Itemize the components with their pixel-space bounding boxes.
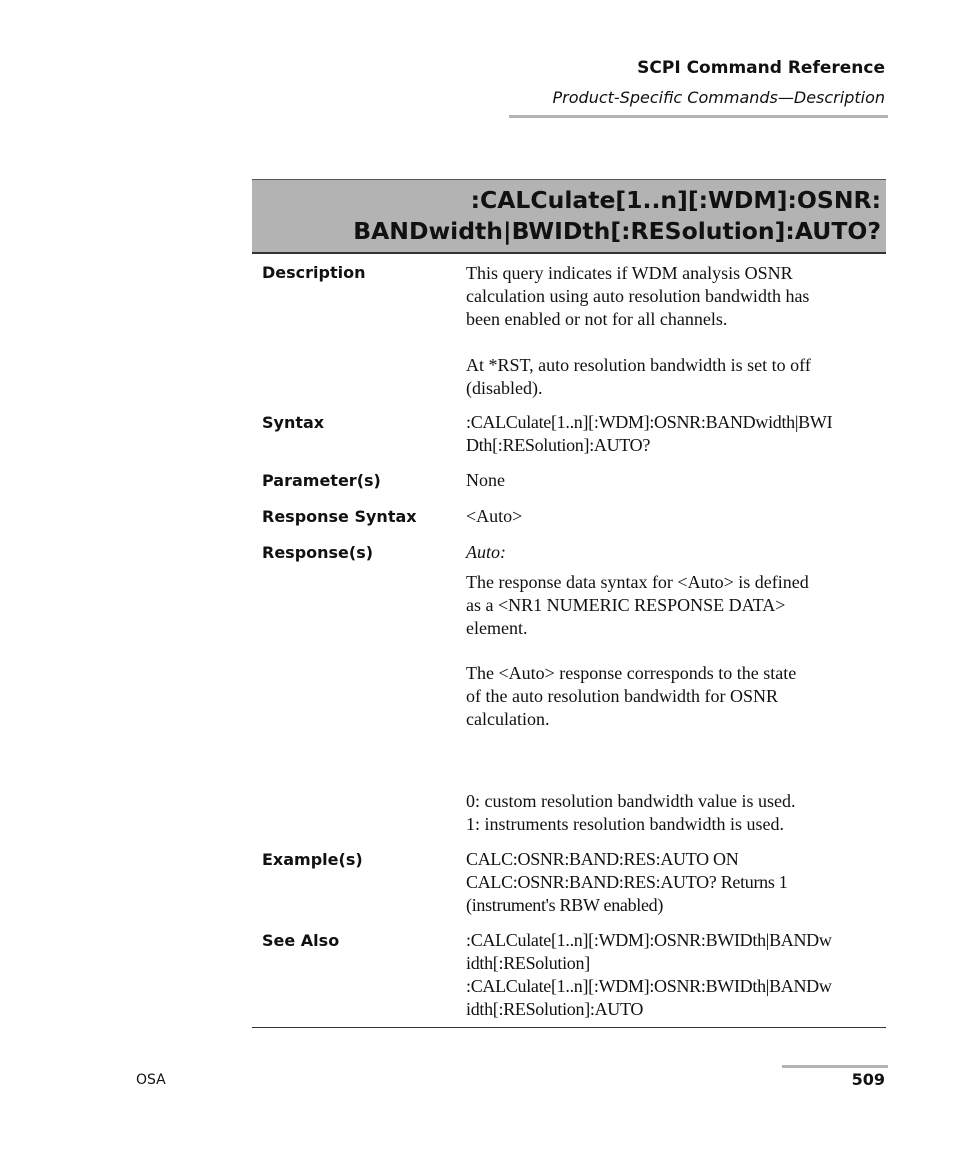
examples-text: CALC:OSNR:BAND:RES:AUTO ON CALC:OSNR:BAND:RES:AUTO? Returns 1 (instrument's RBW enabled) (466, 849, 788, 915)
response-syntax-label: Response Syntax (262, 507, 417, 526)
footer-divider (782, 1065, 888, 1068)
examples-label: Example(s) (262, 850, 363, 869)
parameters-value: None (466, 470, 505, 490)
page-number: 509 (851, 1070, 885, 1089)
header-divider (509, 115, 888, 118)
response-param-name: Auto: (466, 542, 506, 562)
table-bottom-rule (252, 1027, 886, 1028)
syntax-text: :CALCulate[1..n][:WDM]:OSNR:BANDwidth|BWI Dth[:RESolution]:AUTO? (466, 412, 833, 455)
section-title: SCPI Command Reference (637, 58, 885, 78)
response-syntax-value: <Auto> (466, 506, 523, 526)
see-also-link: :CALCulate[1..n][:WDM]:OSNR:BWIDth|BANDw (466, 976, 832, 996)
see-also-text: :CALCulate[1..n][:WDM]:OSNR:BWIDth|BANDw idth[:RESolution] :CALCulate[1..n][:WDM]:OSNR:BWIDth|BANDw idth[:RESolution]:AUTO (466, 929, 886, 1021)
footer-product: OSA (136, 1072, 166, 1088)
responses-text: Auto: The response data syntax for <Auto> is defined as a <NR1 NUMERIC RESPONSE DATA> element. The <Auto> response corresponds to the state of the auto resolution bandwidth for OSNR calculation. 0: custom resolution bandwidth value is used. 1: instruments resolution bandwidth is used. (466, 541, 886, 836)
see-also-label: See Also (262, 931, 340, 950)
syntax-label: Syntax (262, 413, 325, 432)
command-title-box (252, 179, 886, 254)
parameters-label: Parameter(s) (262, 471, 381, 490)
description-label: Description (262, 263, 366, 282)
description-text: This query indicates if WDM analysis OSNR calculation using auto resolution bandwidth has been enabled or not for all channels. At *RST, auto resolution bandwidth is set to off (disabled). (466, 263, 811, 398)
responses-label: Response(s) (262, 543, 374, 562)
section-subtitle: Product-Specific Commands—Description (552, 88, 885, 107)
see-also-link: :CALCulate[1..n][:WDM]:OSNR:BWIDth|BANDw (466, 930, 832, 950)
command-title-line-1: :CALCulate[1..n][:WDM]:OSNR: (470, 186, 881, 214)
command-title-line-2: BANDwidth|BWIDth[:RESolution]:AUTO? (353, 217, 881, 245)
